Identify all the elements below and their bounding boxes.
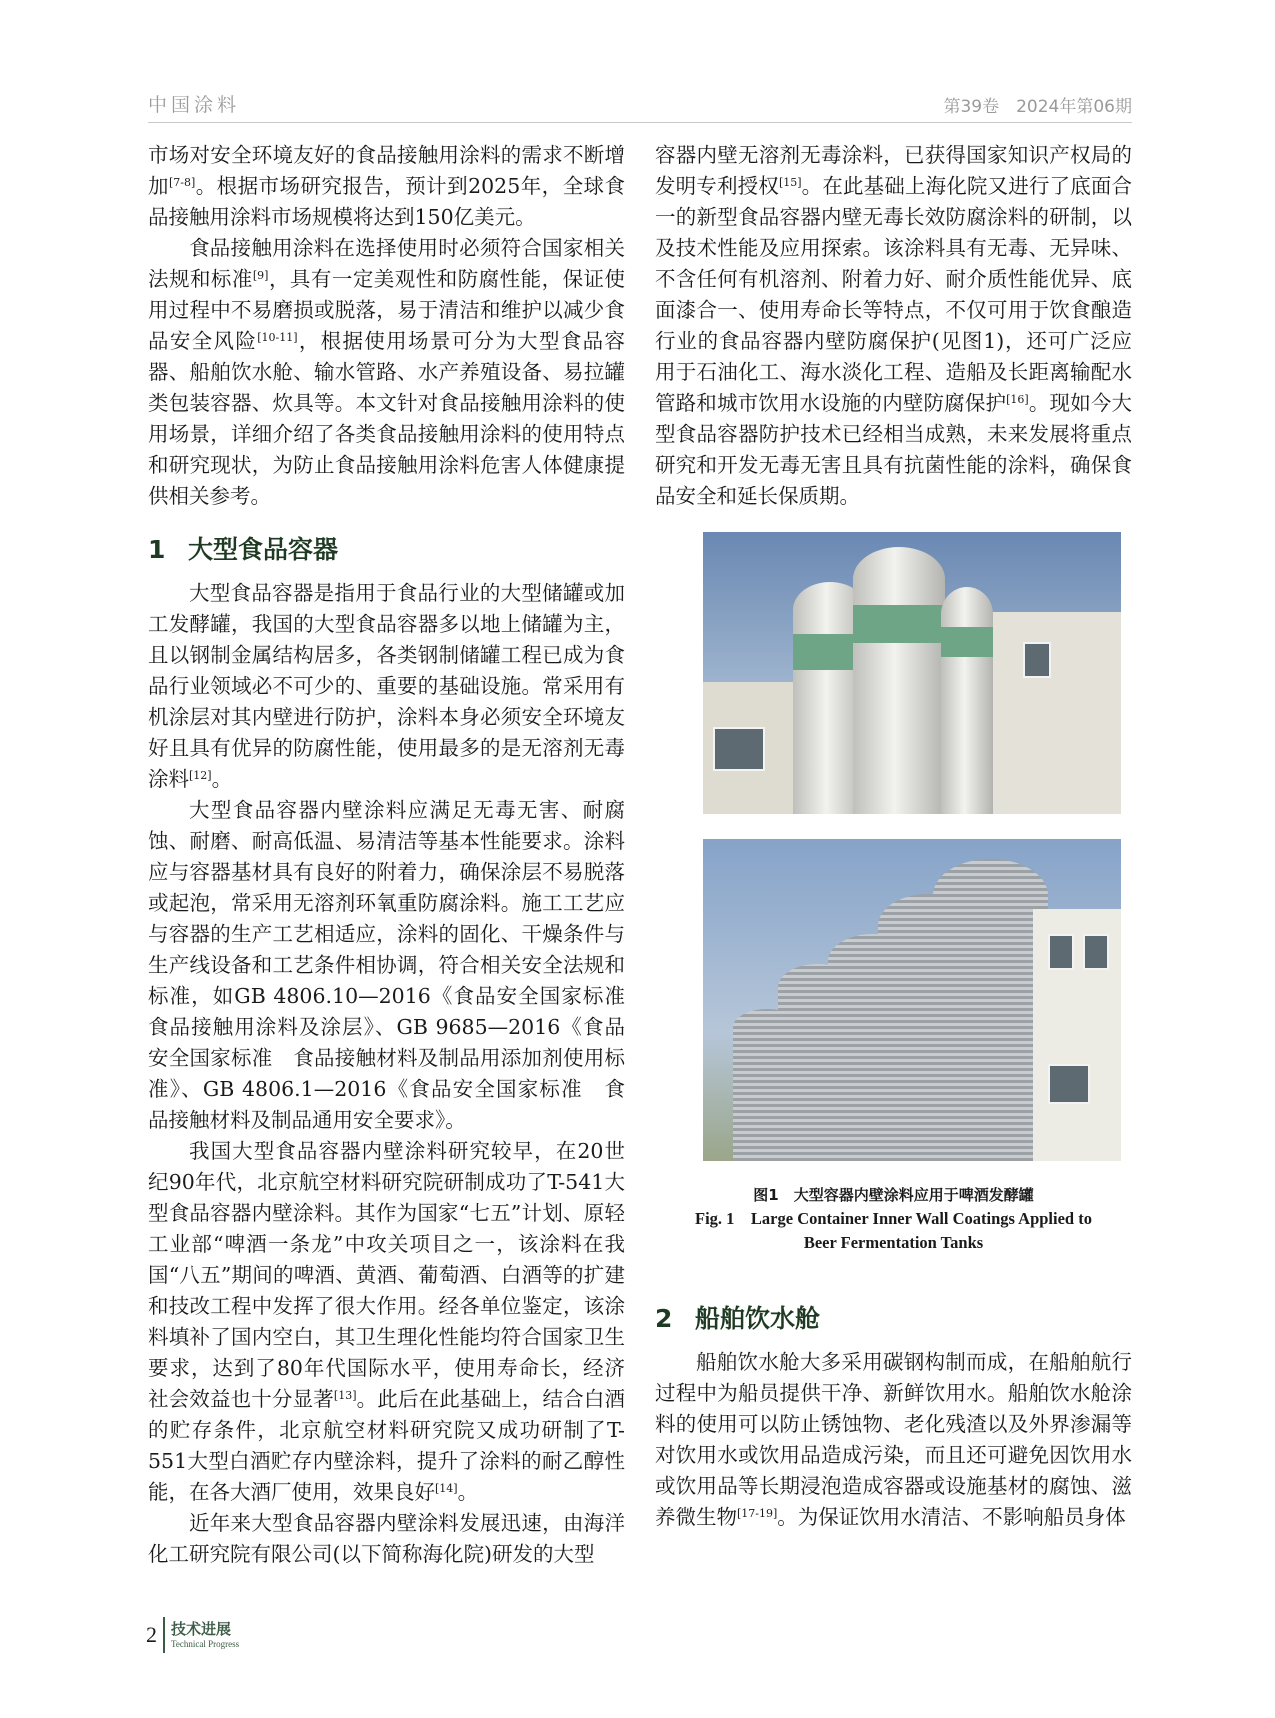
paragraph: 船舶饮水舱大多采用碳钢构制而成，在船舶航行过程中为船员提供干净、新鲜饮用水。船舶饮水舱涂料的使用可以防止锈蚀物、老化残渣以及外界渗漏等对饮用水或饮用品造成污染，而且还可避免因饮用水或饮用品等长期浸泡造成容器或设施基材的腐蚀、滋养微生物[17-19]。为保证饮用水清洁、不影响船员身体: [655, 1350, 1132, 1529]
window: [1083, 934, 1109, 970]
paragraph: 市场对安全环境友好的食品接触用涂料的需求不断增加[7-8]。根据市场研究报告，预计到2025年，全球食品接触用涂料市场规模将达到150亿美元。: [148, 143, 625, 229]
paragraph: 我国大型食品容器内壁涂料研究较早，在20世纪90年代，北京航空材料研究院研制成功了T-541大型食品容器内壁涂料。其作为国家“七五”计划、原轻工业部“啤酒一条龙”中攻关项目之一，该涂料在我国“八五”期间的啤酒、黄酒、葡萄酒、白酒等的扩建和技改工程中发挥了很大作用。经各单位鉴定，该涂料填补了国内空白，其卫生理化性能均符合国家卫生要求，达到了80年代国际水平，使用寿命长，经济社会效益也十分显著[13]。此后在此基础上，结合白酒的贮存条件，北京航空材料研究院又成功研制了T-551大型白酒贮存内壁涂料，提升了涂料的耐乙醇性能，在各大酒厂使用，效果良好[14]。: [148, 1139, 626, 1504]
right-column: [655, 140, 1132, 1533]
left-column: [148, 140, 646, 1570]
page-number: 2: [146, 1622, 157, 1647]
window: [1048, 934, 1074, 970]
figure-caption: [655, 1183, 1132, 1255]
issue-info: 第39卷 2024年第06期: [943, 97, 1132, 117]
citation[interactable]: [12]: [189, 769, 212, 782]
journal-name: 中国涂料: [148, 94, 241, 116]
page-footer: [146, 1617, 239, 1653]
section-heading-1: 1 大型食品容器: [148, 535, 339, 564]
figure-photo-steel-silos: [703, 839, 1121, 1161]
caption-en: Beer Fermentation Tanks: [803, 1233, 984, 1252]
paragraph: 容器内壁无溶剂无毒涂料，已获得国家知识产权局的发明专利授权[15]。在此基础上海化院又进行了底面合一的新型食品容器内壁无毒长效防腐涂料的研制，以及技术性能及应用探索。该涂料具有无毒、无异味、不含任何有机溶剂、附着力好、耐介质性能优异、底面漆合一、使用寿命长等特点，不仅可用于饮食酿造行业的食品容器内壁防腐保护(见图1)，还可广泛应用于石油化工、海水淡化工程、造船及长距离输配水管路和城市饮用水设施的内壁防腐保护[16]。现如今大型食品容器防护技术已经相当成熟，未来发展将重点研究和开发无毒无害且具有抗菌性能的涂料，确保食品安全和延长保质期。: [655, 143, 1133, 508]
citation[interactable]: [7-8]: [168, 176, 196, 189]
footer-divider: [163, 1617, 165, 1653]
citation[interactable]: [10-11]: [257, 331, 298, 344]
paragraph: 近年来大型食品容器内壁涂料发展迅速，由海洋化工研究院有限公司(以下简称海化院)研发的大型: [148, 1511, 625, 1566]
tank: [941, 587, 993, 814]
paragraph: 大型食品容器内壁涂料应满足无毒无害、耐腐蚀、耐磨、耐高低温、易清洁等基本性能要求。涂料应与容器基材具有良好的附着力，确保涂层不易脱落或起泡，常采用无溶剂环氧重防腐涂料。施工工艺应与容器的生产工艺相适应，涂料的固化、干燥条件与生产线设备和工艺条件相协调，符合相关安全法规和标准，如GB 4806.10—2016《食品安全国家标准 食品接触用涂料及涂层》、GB 9685—2016《食品安全国家标准 食品接触材料及制品用添加剂使用标准》、GB 4806.1—2016《食品安全国家标准 食品接触材料及制品通用安全要求》。: [148, 798, 646, 1132]
paragraph: 食品接触用涂料在选择使用时必须符合国家相关法规和标准[9]，具有一定美观性和防腐性能，保证使用过程中不易磨损或脱落，易于清洁和维护以减少食品安全风险[10-11]，根据使用场景可分为大型食品容器、船舶饮水舱、输水管路、水产养殖设备、易拉罐类包装容器、炊具等。本文针对食品接触用涂料的使用场景，详细介绍了各类食品接触用涂料的使用特点和研究现状，为防止食品接触用涂料危害人体健康提供相关参考。: [148, 236, 626, 508]
footer-section-cn: 技术进展: [171, 1620, 232, 1638]
header-divider: [148, 122, 1132, 123]
citation[interactable]: [15]: [778, 176, 802, 189]
section-heading-2: 2 船舶饮水舱: [655, 1304, 821, 1333]
caption-cn: 图1 大型容器内壁涂料应用于啤酒发酵罐: [753, 1186, 1034, 1204]
tank: [853, 547, 945, 814]
citation[interactable]: [13]: [333, 1389, 357, 1402]
paragraph: 大型食品容器是指用于食品行业的大型储罐或加工发酵罐，我国的大型食品容器多以地上储罐为主，且以钢制金属结构居多，各类钢制储罐工程已成为食品行业领域必不可少的、重要的基础设施。常采用有机涂层对其内壁进行防护，涂料本身必须安全环境友好且具有优异的防腐性能，使用最多的是无溶剂无毒涂料[12]。: [148, 581, 625, 791]
tank: [933, 859, 1048, 1161]
window: [1048, 1064, 1090, 1104]
caption-en: Fig. 1 Large Container Inner Wall Coatings Applied to: [695, 1209, 1092, 1228]
figure-photo-fermentation-tanks: [703, 532, 1121, 814]
window: [713, 727, 765, 771]
citation[interactable]: [17-19]: [737, 1507, 778, 1520]
citation[interactable]: [9]: [252, 269, 269, 282]
citation[interactable]: [14]: [435, 1482, 458, 1495]
citation[interactable]: [16]: [1006, 393, 1029, 406]
window: [1023, 642, 1051, 678]
footer-section-en: Technical Progress: [171, 1639, 240, 1649]
